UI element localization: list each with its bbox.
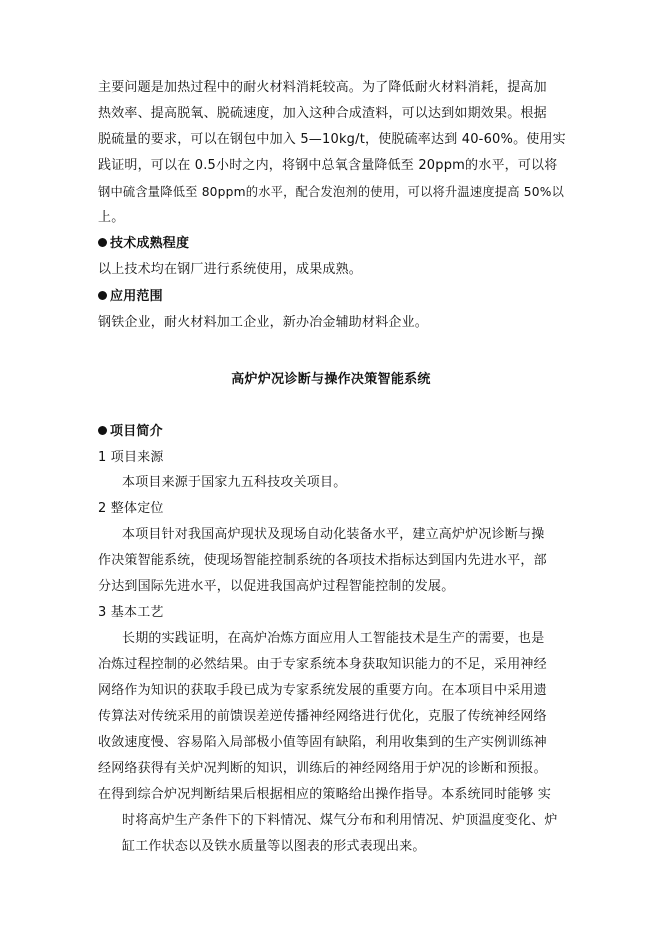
- process-line-1: 长期的实践证明，在高炉冶炼方面应用人工智能技术是生产的需要，也是: [122, 631, 545, 646]
- maturity-heading-text: 技术成熟程度: [110, 236, 190, 251]
- position-line-2: 作决策智能系统，使现场智能控制系统的各项技术指标达到国内先进水平，部: [98, 553, 547, 568]
- source-text: 本项目来源于国家九五科技攻关项目。: [122, 475, 347, 490]
- application-text: 钢铁企业，耐火材料加工企业，新办冶金辅助材料企业。: [98, 315, 429, 330]
- process-heading: 3 基本工艺: [98, 605, 164, 620]
- process-line-2: 冶炼过程控制的必然结果。由于专家系统本身获取知识能力的不足，采用神经: [98, 657, 547, 672]
- intro-line-5: 钢中硫含量降低至 80ppm的水平，配合发泡剂的使用，可以将升温速度提高 50%以: [98, 185, 565, 199]
- maturity-heading: [98, 235, 189, 253]
- bullet-icon: [98, 291, 107, 300]
- position-line-1: 本项目针对我国高炉现状及现场自动化装备水平，建立高炉炉况诊断与操: [122, 527, 545, 542]
- intro-line-1: 主要问题是加热过程中的耐火材料消耗较高。为了降低耐火材料消耗，提高加: [98, 80, 547, 95]
- process-line-5: 收敛速度慢、容易陷入局部极小值等固有缺陷，利用收集到的生产实例训练神: [98, 735, 547, 750]
- project-heading: [98, 423, 163, 441]
- intro-line-2: 热效率、提高脱氧、脱硫速度，加入这种合成渣料，可以达到如期效果。根据: [98, 106, 547, 121]
- process-line-3: 网络作为知识的获取手段已成为专家系统发展的重要方向。在本项目中采用遗: [98, 683, 547, 698]
- process-line-7: 在得到综合炉况判断结果后根据相应的策略给出操作指导。本系统同时能够 实: [98, 787, 552, 802]
- intro-line-4: 践证明，可以在 0.5小时之内，将钢中总氧含量降低至 20ppm的水平，可以将: [98, 158, 558, 173]
- bullet-icon: [98, 426, 107, 435]
- process-line-6: 经网络获得有关炉况判断的知识，训练后的神经网络用于炉况的诊断和预报。: [98, 761, 547, 776]
- application-heading-text: 应用范围: [110, 289, 163, 304]
- process-line-8: 时将高炉生产条件下的下料情况、煤气分布和利用情况、炉顶温度变化、炉: [122, 813, 558, 828]
- position-heading: 2 整体定位: [98, 501, 164, 516]
- intro-line-6: 上。: [98, 210, 125, 225]
- process-line-4: 传算法对传统采用的前馈误差逆传播神经网络进行优化，克服了传统神经网络: [98, 709, 547, 724]
- process-line-9: 缸工作状态以及铁水质量等以图表的形式表现出来。: [122, 839, 426, 854]
- project-heading-text: 项目简介: [110, 424, 163, 439]
- position-line-3: 分达到国际先进水平，以促进我国高炉过程智能控制的发展。: [98, 579, 455, 594]
- maturity-text: 以上技术均在钢厂进行系统使用，成果成熟。: [98, 262, 363, 277]
- application-heading: [98, 288, 163, 306]
- source-heading: 1 项目来源: [98, 450, 164, 465]
- bullet-icon: [98, 238, 107, 247]
- section-title: 高炉炉况诊断与操作决策智能系统: [231, 372, 431, 387]
- intro-line-3: 脱硫量的要求，可以在钢包中加入 5—10kg/t，使脱硫率达到 40-60%。使用实: [98, 132, 566, 147]
